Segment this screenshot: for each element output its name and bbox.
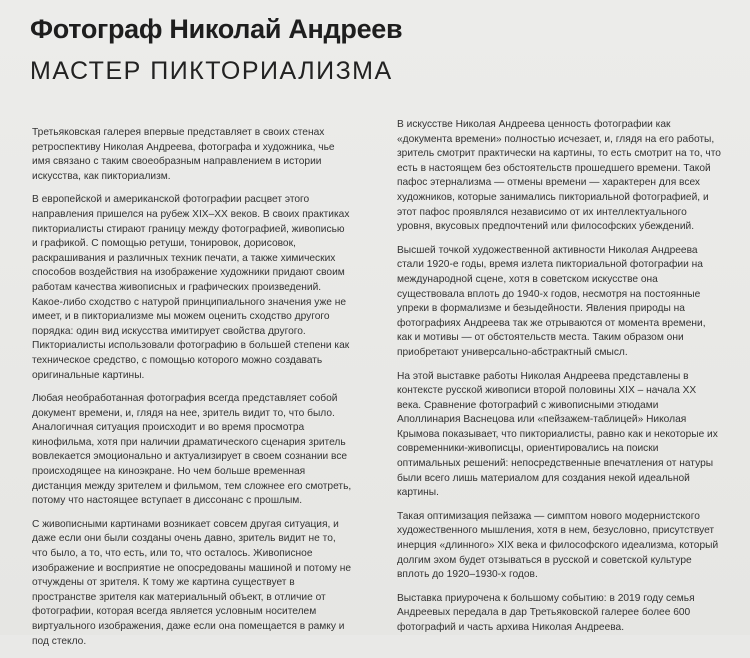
paragraph: Такая оптимизация пейзажа — симптом нового модернистского художественного мышления, хотя в нем, безусловно, присутствует инерция «длинного» XIX века и философского идеализма, который долгим эхом будет отзываться в русской и советской культуре вплоть до 1920–1930-х годов. [397, 510, 719, 581]
paragraph: Третьяковская галерея впервые представляет в своих стенах ретроспективу Николая Андреева, фотографа и художника, чье имя связано с таким своеобразным направлением в истории искусства, как пикториализм. [32, 127, 335, 182]
right-text-column [397, 118, 723, 645]
left-text-column [32, 126, 352, 658]
paragraph: С живописными картинами возникает совсем другая ситуация, и даже если они были созданы очень давно, зритель видит не то, что было, а то, что есть, или то, что осталось. Живописное изображение и восприятие не опосредованы машиной и потому не отчуждены от зрителя. К тому же картина существует в пространстве зрителя как материальный объект, в отличие от фотографии, которая всегда является условным носителем виртуального изображения, даже если она помещается в рамку и под стекло. [32, 518, 352, 647]
paragraph: В искусстве Николая Андреева ценность фотографии как «документа времени» полностью исчезает, и, глядя на его работы, зритель смотрит практически на картины, то есть смотрит на то, что есть в настоящем без обстоятельств прошедшего времени. Такой пафос этернализма — отмены времени — характерен для всех художников, которые занимались пикториальной фотографией, и этот пафос проявлялся независимо от их интеллектуального уровня, вкусовых предпочтений или философских убеждений. [397, 119, 721, 233]
paragraph: Высшей точкой художественной активности Николая Андреева стали 1920-е годы, время излета пикториальной фотографии на международной сцене, хотя в советском искусстве она существовала вплоть до 1940-х годов, несмотря на постоянные упреки в формализме и безыдейности. Явления природы на фотографиях Андреева так же отрываются от момента времени, как и мотивы — от обстоятельств места. Таким образом они приобретают универсально-абстрактный смысл. [397, 244, 706, 358]
paragraph: Любая необработанная фотография всегда представляет собой документ времени, и, глядя на нее, зритель видит то, что было. Аналогичная ситуация происходит и во время просмотра кинофильма, хотя при наличии драматического сценария зритель вовлекается эмоционально и актуализирует в своем сознании все происходящее на киноэкране. Но чем больше временная дистанция между зрителем и фильмом, тем сложнее его смотреть, потому что настоящее вступает в диссонанс с прошлым. [32, 393, 352, 507]
paragraph: На этой выставке работы Николая Андреева представлены в контексте русской живописи второй половины XIX – начала XX века. Сравнение фотографий с живописными этюдами Аполлинария Васнецова или «пейзажем-таблицей» Николая Крымова показывает, что пикториалисты, равно как и некоторые их современники-живописцы, ориентировались на поиски оптимальных решений: непосредственные впечатления от натуры были всего лишь материалом для создания некой идеальной картины. [397, 370, 718, 499]
page-title: Фотограф Николай Андреев [30, 14, 403, 44]
page-subtitle: МАСТЕР ПИКТОРИАЛИЗМА [30, 57, 393, 85]
paragraph: В европейской и американской фотографии расцвет этого направления пришелся на рубеж XIX–XX веков. В своих практиках пикториалисты стирают границу между фотографией, живописью и графикой. С помощью ретуши, тонировок, дорисовок, раскрашивания и различных техник печати, а также химических способов воздействия на изображение художники придают своим работам качества живописных и графических произведений. Какое-либо сходство с натурой принципиального значения уже не имеет, и в пикториализме мы можем оценить сходство другого порядка: один вид искусства имитирует свойства другого. Пикториалисты использовали фотографию в большей степени как техническое средство, с помощью которого можно создавать оригинальные картины. [32, 194, 350, 381]
paragraph: Выставка приурочена к большому событию: в 2019 году семья Андреевых передала в дар Третьяковской галерее более 600 фотографий и часть архива Николая Андреева. [397, 592, 695, 633]
